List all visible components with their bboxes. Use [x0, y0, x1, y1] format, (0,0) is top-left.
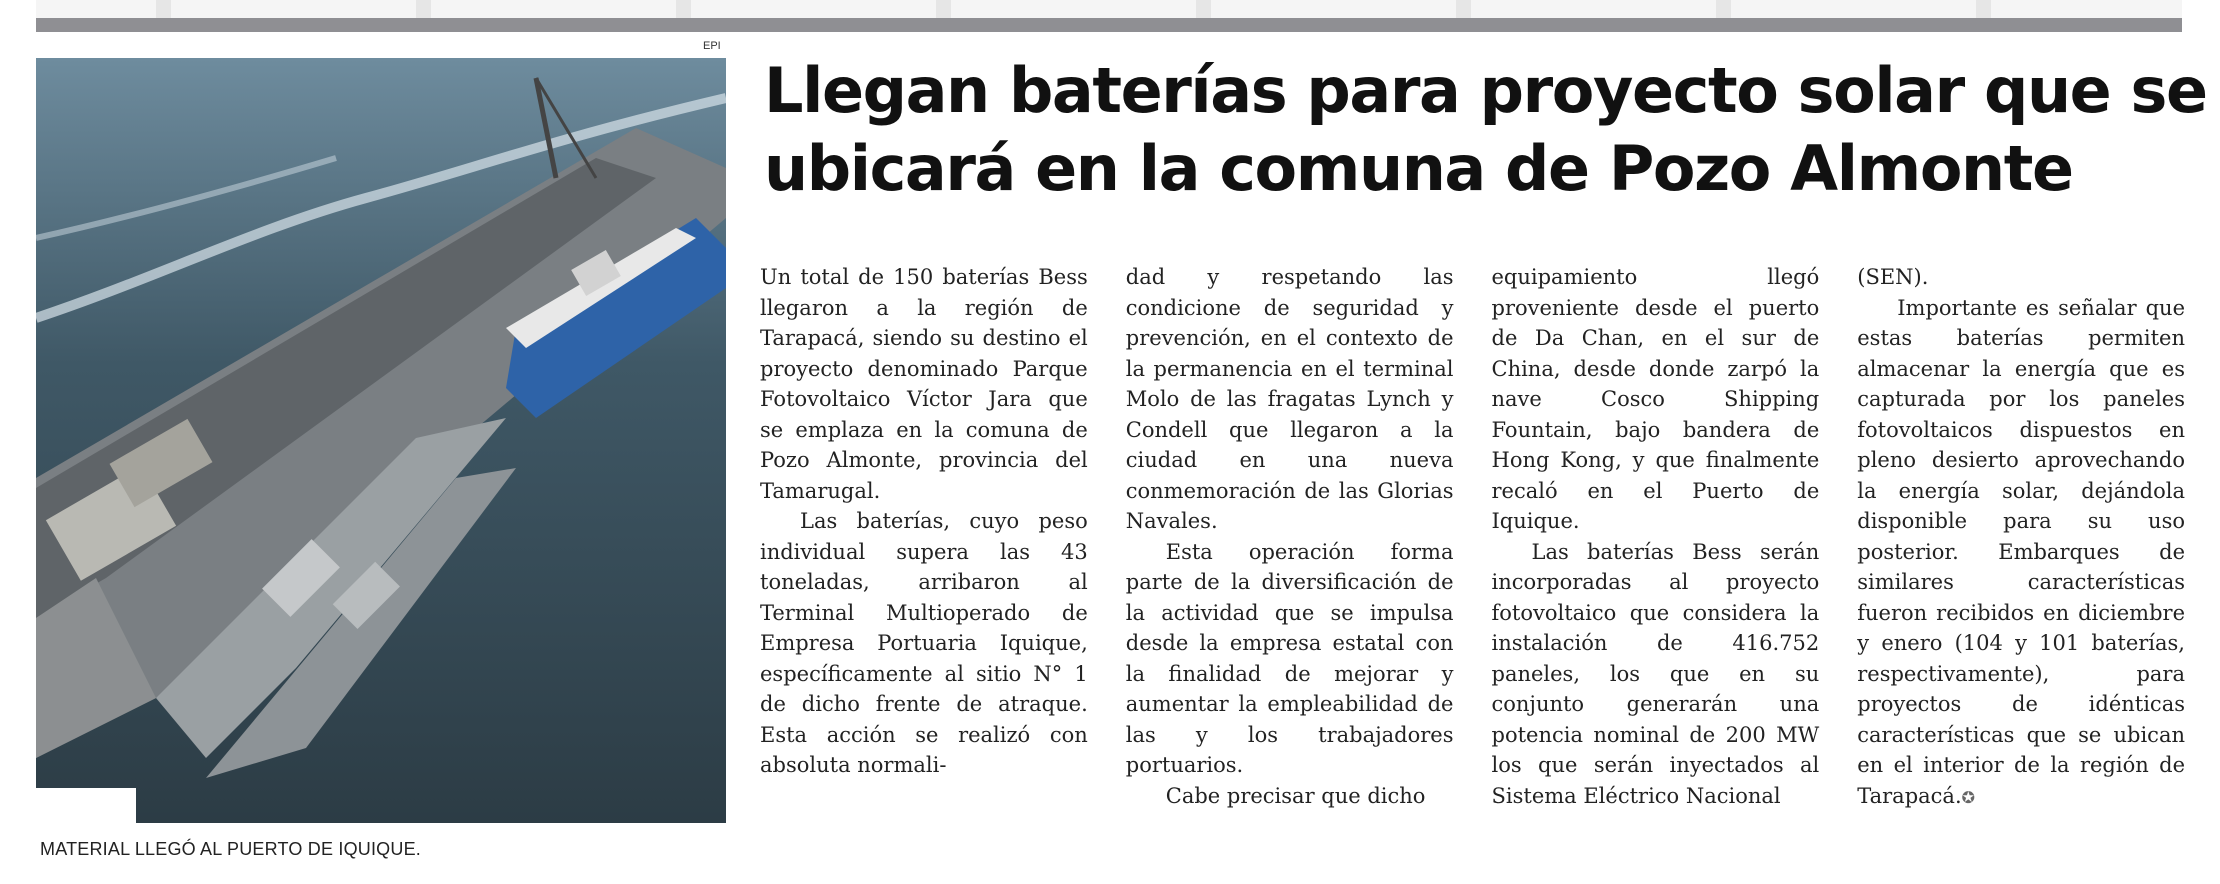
body-column-1 — [760, 262, 1088, 872]
paragraph — [1857, 293, 2185, 814]
paragraph: equipamiento llegó proveniente desde el puerto de Da Chan, en el sur de China, desde donde zarpó la nave Cosco Shipping Fountain, bajo bandera de Hong Kong, y que finalmente recaló en el Puerto de Iquique. — [1491, 265, 1820, 533]
paragraph-text: Importante es señalar que estas baterías permiten almacenar la energía que es capturada por los paneles fotovoltaicos dispuestos en pleno desierto aprovechando la energía solar, dejándola disponible para su uso posterior. Embarques de similares características fueron recibidos en diciembre y enero (104 y 101 baterías, respectivamente), para proyectos de idénticas características que se ubican en el interior de la región de Tarapacá. — [1857, 295, 2185, 808]
photo-caption: MATERIAL LLEGÓ AL PUERTO DE IQUIQUE. — [40, 839, 421, 859]
headline-line-2: ubicará en la comuna de Pozo Almonte — [764, 132, 2073, 205]
end-mark-icon: ✪ — [1961, 787, 1976, 807]
article-body — [760, 262, 2185, 872]
section-rule — [36, 18, 2182, 32]
paragraph: Las baterías Bess serán incorporadas al proyecto fotovoltaico que considera la instalación de 416.752 paneles, los que en su conjunto generarán una potencia nominal de 200 MW los que serán inyectados al Sistema Eléctrico Nacional — [1491, 539, 1820, 808]
headline-line-1: Llegan baterías para proyecto solar que se — [764, 54, 2207, 127]
body-column-2 — [1126, 262, 1454, 872]
paragraph: Las baterías, cuyo peso individual supera las 43 toneladas, arribaron al Terminal Multioperado de Empresa Portuaria Iquique, específicamente al sitio N° 1 de dicho frente de atraque. Esta acción se realizó con absoluta normali- — [760, 509, 1088, 777]
paragraph: (SEN). — [1857, 265, 1929, 289]
paragraph: Esta operación forma parte de la diversificación de la actividad que se impulsa desde la empresa estatal con la finalidad de mejorar y aumentar la empleabilidad de las y los trabajadores portuarios. — [1125, 539, 1454, 777]
body-column-3 — [1492, 262, 1820, 872]
news-photo — [36, 58, 726, 823]
paragraph: dad y respetando las condicione de seguridad y prevención, en el contexto de la permanencia en el terminal Molo de las fragatas Lynch y Condell que llegaron a la ciudad en una nueva conmemoración de las Glorias Navales. — [1125, 265, 1454, 533]
photo-credit: EPI — [703, 40, 721, 52]
body-column-4 — [1857, 262, 2185, 872]
article-headline — [764, 52, 2207, 208]
paragraph: Un total de 150 baterías Bess llegaron a la región de Tarapacá, siendo su destino el proyecto denominado Parque Fotovoltaico Víctor Jara que se emplaza en la comuna de Pozo Almonte, provincia del Tamarugal. — [760, 265, 1088, 503]
port-illustration — [36, 58, 726, 823]
paragraph: Cabe precisar que dicho — [1165, 783, 1426, 808]
